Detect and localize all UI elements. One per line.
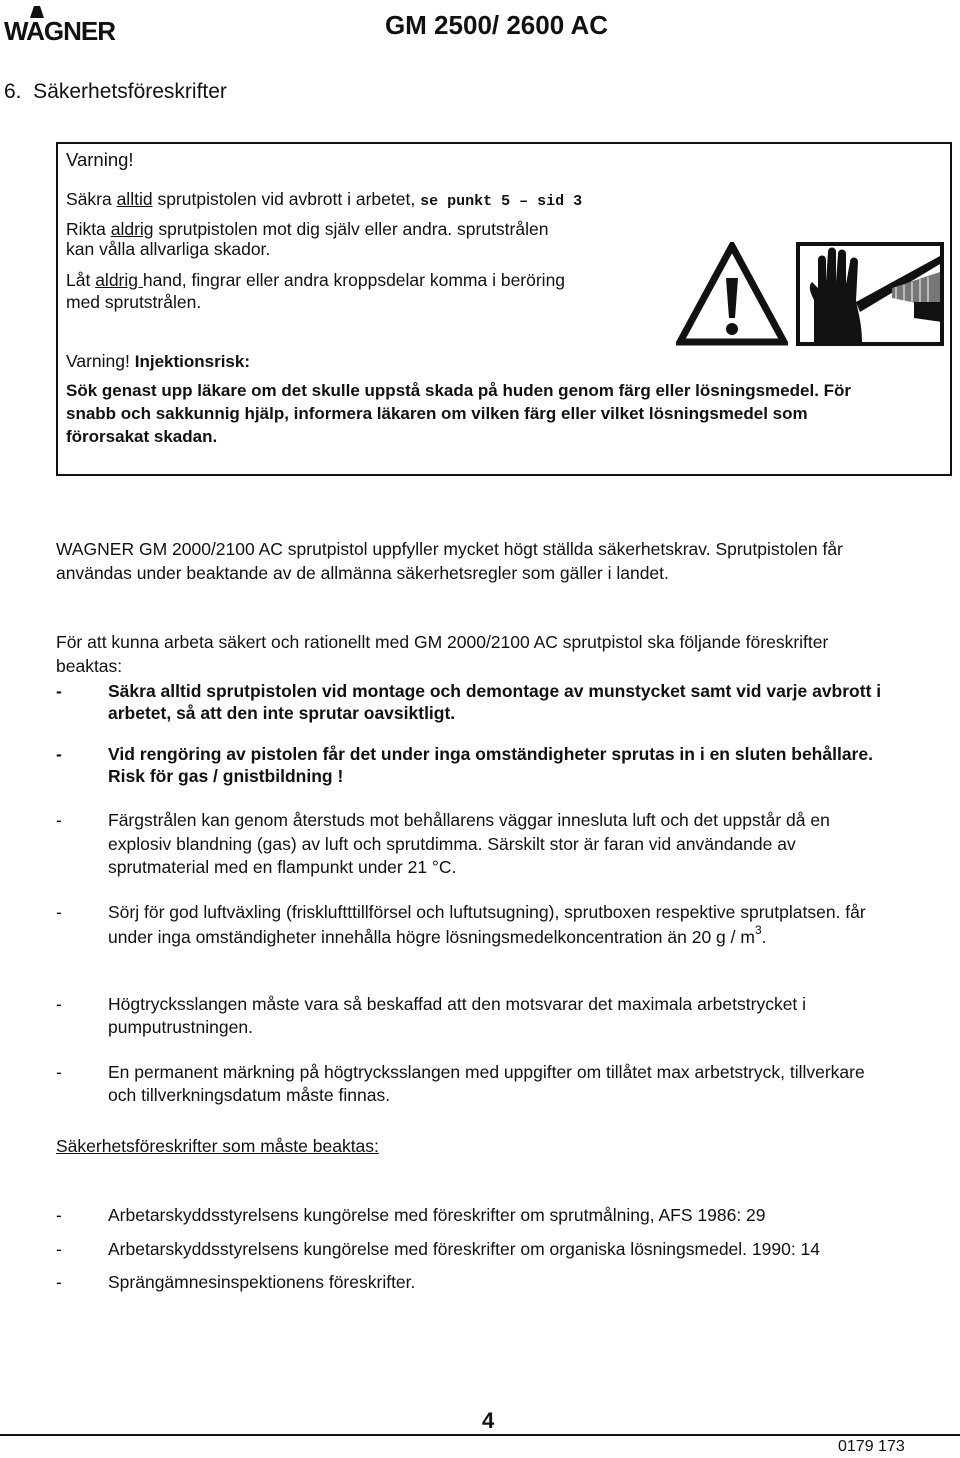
regulation-2-dash: - <box>56 1239 62 1259</box>
section-title: 6. Säkerhetsföreskrifter <box>4 80 227 103</box>
regulation-1: Arbetarskyddsstyrelsens kungörelse med föreskrifter om sprutmålning, AFS 1986: 29 <box>108 1205 766 1225</box>
injection-text-3: förorsakat skadan. <box>66 427 218 446</box>
rule-4-line-2: under inga omständigheter innehålla högre lösningsmedelkoncentration än 20 g / $m^3$. <box>108 923 767 947</box>
wagner-logo <box>4 4 128 42</box>
rule-6-dash: - <box>56 1062 62 1082</box>
warning-heading: Varning! <box>66 149 134 170</box>
rule-1-line-1: Säkra alltid sprutpistolen vid montage och demontage av munstycket samt vid varje avbrott i <box>108 681 882 701</box>
intro-paragraph-2-line-2: beaktas: <box>56 656 123 676</box>
rule-3-line-1: Färgstrålen kan genom återstuds mot behållarens väggar innesluta luft och det uppstår då en <box>108 810 830 830</box>
injection-text-1: Sök genast upp läkare om det skulle uppstå skada på huden genom färg eller lösningsmedel. För <box>66 381 852 400</box>
rule-5-line-1: Högtrycksslangen måste vara så beskaffad att den motsvarar det maximala arbetstrycket i <box>108 994 807 1014</box>
intro-paragraph-1-line-2: användas under beaktande av de allmänna säkerhetsregler som gäller i landet. <box>56 563 669 583</box>
reference-text: se punkt 5 – sid 3 <box>420 193 583 210</box>
logo-text: WAGNER <box>4 16 115 42</box>
injection-text-2: snabb och sakkunnig hjälp, informera läkaren om vilken färg eller vilket lösningsmedel som <box>66 404 808 423</box>
regulation-2: Arbetarskyddsstyrelsens kungörelse med föreskrifter om organiska lösningsmedel. 1990: 14 <box>108 1239 821 1259</box>
regulation-3: Sprängämnesinspektionens föreskrifter. <box>108 1272 416 1292</box>
rule-2-dash: - <box>56 744 62 764</box>
page-number: 4 <box>482 1408 495 1433</box>
regulation-1-dash: - <box>56 1205 62 1225</box>
rule-4-line-1: Sörj för god luftväxling (friskluftttillförsel och luftutsugning), sprutboxen respektive sprutplatsen. får <box>108 902 866 922</box>
warning-line-2b: kan vålla allvarliga skador. <box>66 239 271 259</box>
document-title: GM 2500/ 2600 AC <box>384 10 608 40</box>
warning-line-3: Låt aldrig hand, fingrar eller andra kroppsdelar komma i beröring <box>66 270 566 290</box>
rule-1-line-2: arbetet, så att den inte sprutar oavsiktligt. <box>108 703 456 723</box>
warning-triangle-icon <box>676 242 788 346</box>
footer-divider <box>0 1434 960 1436</box>
rule-1-dash: - <box>56 681 62 701</box>
hand-spray-icon <box>796 242 944 346</box>
rule-3-dash: - <box>56 810 62 830</box>
rule-4-dash: - <box>56 902 62 922</box>
rule-2-line-1: Vid rengöring av pistolen får det under inga omständigheter sprutas in i en sluten behållare. <box>108 744 873 764</box>
regulation-3-dash: - <box>56 1272 62 1292</box>
rule-6-line-2: och tillverkningsdatum måste finnas. <box>108 1085 391 1105</box>
document-code: 0179 173 <box>838 1438 905 1455</box>
rule-2-line-2: Risk för gas / gnistbildning ! <box>108 766 344 786</box>
rule-5-line-2: pumputrustningen. <box>108 1017 253 1037</box>
intro-paragraph-1-line-1: WAGNER GM 2000/2100 AC sprutpistol uppfyller mycket högt ställda säkerhetskrav. Sprutpistolen får <box>56 539 843 559</box>
rule-3-line-2: explosiv blandning (gas) av luft och sprutdimma. Särskilt stor är faran vid användande av <box>108 834 796 854</box>
intro-paragraph-2-line-1: För att kunna arbeta säkert och rationellt med GM 2000/2100 AC sprutpistol ska följande föreskrifter <box>56 632 829 652</box>
warning-line-2: Rikta aldrig sprutpistolen mot dig själv eller andra. sprutstrålen <box>66 219 549 239</box>
rule-5-dash: - <box>56 994 62 1014</box>
rule-6-line-1: En permanent märkning på högtrycksslangen med uppgifter om tillåtet max arbetstryck, tillverkare <box>108 1062 865 1082</box>
regulations-heading: Säkerhetsföreskrifter som måste beaktas: <box>56 1136 379 1156</box>
warning-line-3b: med sprutstrålen. <box>66 292 202 312</box>
warning-line-1: Säkra alltid sprutpistolen vid avbrott i arbetet, se punkt 5 – sid 3 <box>66 189 583 210</box>
superscript-3: 3 <box>754 923 762 938</box>
injection-heading: Varning! Injektionsrisk: <box>66 351 251 371</box>
rule-3-line-3: sprutmaterial med en flampunkt under 21 °C. <box>108 857 457 877</box>
